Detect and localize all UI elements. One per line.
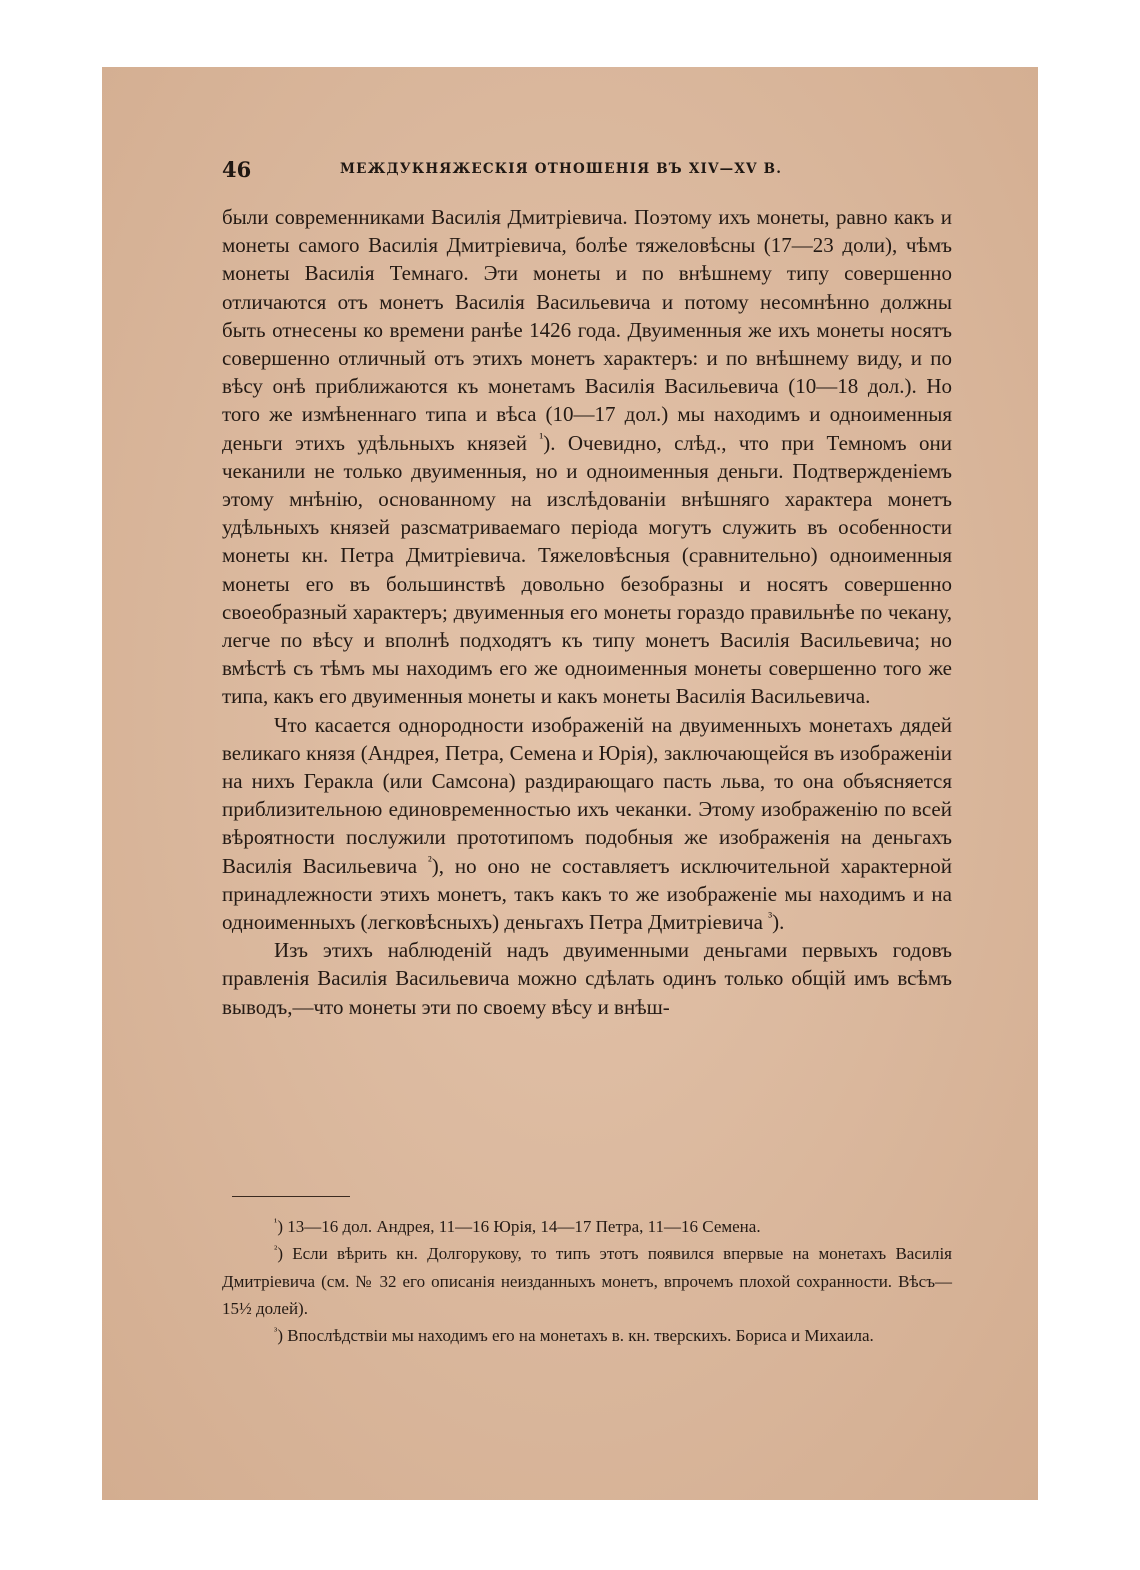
footnote-ref-1: ¹ — [539, 429, 544, 445]
paragraph-2-text-a: Что касается однородности изображеній на двуименныхъ монетахъ дядей великаго князя (Андрея, Петра, Семена и Юрія), заключающейся въ изображеніи на нихъ Геракла (или Самсона) раздирающаго пасть льва, то она объясняется приблизительною единовременностью ихъ чеканки. Этому изображенію по всей вѣроятности послужили прототипомъ подобныя же изображенія на деньгахъ Василія Васильевича — [222, 712, 952, 878]
paragraph-1-text-b: ). Очевидно, слѣд., что при Темномъ они чеканили не только двуименныя, но и одноименныя деньги. Подтвержденіемъ этому мнѣнію, основанному на изслѣдованіи внѣшняго характера монетъ удѣльныхъ князей разсматриваемаго періода могутъ служить въ особенности монеты кн. Петра Дмитріевича. Тяжеловѣсныя (сравнительно) одноименныя монеты его въ большинствѣ довольно безобразны и носятъ совершенно своеобразный характеръ; двуименныя его монеты гораздо правильнѣе по чекану, легче по вѣсу и вполнѣ подходятъ къ типу монетъ Василія Васильевича; но вмѣстѣ съ тѣмъ мы находимъ его же одноименныя монеты совершенно того же типа, какъ его двуименныя монеты и какъ монеты Василія Васильевича. — [222, 430, 953, 709]
paragraph-1 — [222, 203, 952, 711]
footnote-3 — [222, 1322, 952, 1349]
page-header — [222, 157, 952, 187]
footnote-text-1: ) 13—16 дол. Андрея, 11—16 Юрія, 14—17 Петра, 11—16 Семена. — [277, 1217, 761, 1236]
footnote-ref-2: ² — [427, 852, 432, 868]
footnote-mark-2: ² — [274, 1243, 278, 1256]
paragraph-2-text-c: ). — [772, 910, 785, 935]
running-title: МЕЖДУКНЯЖЕСКІЯ ОТНОШЕНІЯ ВЪ XIV—XV В. — [340, 161, 783, 177]
footnote-ref-3: ³ — [768, 909, 773, 925]
footnotes — [222, 1213, 952, 1349]
main-text — [222, 203, 952, 1021]
footnote-mark-3: ³ — [274, 1325, 278, 1338]
paragraph-1-text-a: были современниками Василія Дмитріевича. Поэтому ихъ монеты, равно какъ и монеты самого Василія Дмитріевича, болѣе тяжеловѣсны (17—23 доли), чѣмъ монеты Василія Темнаго. Эти монеты и по внѣшнему типу совершенно отличаются отъ монетъ Василія Васильевича и потому несомнѣнно должны быть отнесены ко времени ранѣе 1426 года. Двуименныя же ихъ монеты носятъ совершенно отличный отъ этихъ монетъ характеръ: и по внѣшнему виду, и по вѣсу онѣ приближаются къ монетамъ Василія Васильевича (10—18 дол.). Но того же измѣненнаго типа и вѣса (10—17 дол.) мы находимъ и одноименныя деньги этихъ удѣльныхъ князей — [222, 205, 952, 455]
paragraph-2-text-b: ), но оно не составляетъ исключительной характерной принадлежности этихъ монетъ, такъ какъ то же изображеніе мы находимъ и на одноименныхъ (легковѣсныхъ) деньгахъ Петра Дмитріевича — [222, 853, 952, 935]
footnote-text-2: ) Если вѣрить кн. Долгорукову, то типъ этотъ появился впервые на монетахъ Василія Дмитріевича (см. № 32 его описанія неизданныхъ монетъ, впрочемъ плохой сохранности. Вѣсъ—15½ долей). — [222, 1244, 952, 1318]
footnote-2 — [222, 1240, 952, 1322]
paragraph-2 — [222, 711, 952, 937]
footnote-text-3: ) Впослѣдствіи мы находимъ его на монетахъ в. кн. тверскихъ. Бориса и Михаила. — [277, 1326, 874, 1346]
footnote-mark-1: ¹ — [274, 1216, 278, 1229]
footnote-divider — [232, 1196, 350, 1197]
paragraph-3: Изъ этихъ наблюденій надъ двуименными деньгами первыхъ годовъ правленія Василія Васильевича можно сдѣлать одинъ только общій имъ всѣмъ выводъ,—что монеты эти по своему вѣсу и внѣш- — [222, 938, 952, 1019]
page-number: 46 — [222, 157, 252, 182]
footnote-1 — [222, 1213, 952, 1240]
